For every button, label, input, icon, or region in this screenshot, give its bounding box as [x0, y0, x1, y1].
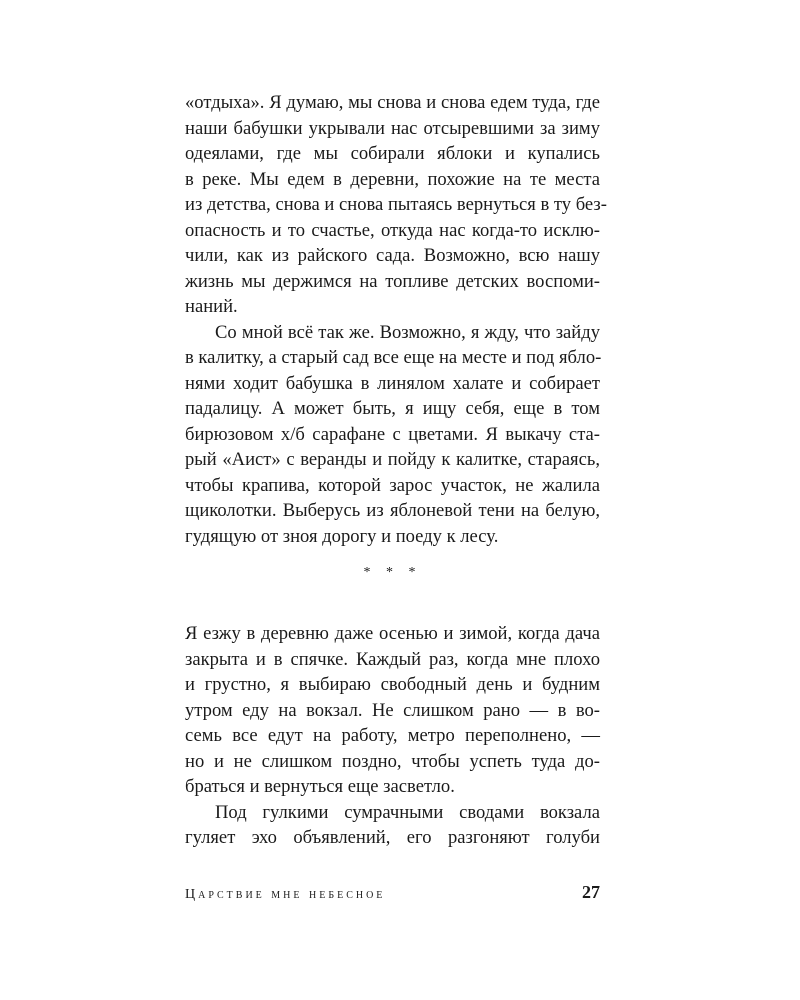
text-line: нями ходит бабушка в линялом халате и собирает [185, 372, 600, 394]
text-line: и грустно, я выбираю свободный день и будним [185, 674, 600, 695]
text-line: Я езжу в деревню даже осенью и зимой, когда дача [185, 623, 600, 644]
text-line: наши бабушки укрывали нас отсыревшими за зиму [185, 117, 600, 139]
text-line: в реке. Мы едем в деревни, похожие на те места [185, 168, 600, 190]
text-line: гудящую от зноя дорогу и поеду к лесу. [185, 525, 499, 547]
text-line: опасность и то счастье, откуда нас когда-то исклю- [185, 219, 600, 241]
text-line: семь все едут на работу, метро переполнено, — [185, 725, 600, 746]
text-line: одеялами, где мы собирали яблоки и купались [185, 143, 600, 164]
text-section-1 [185, 90, 607, 549]
text-line: «отдыха». Я думаю, мы снова и снова едем туда, где [185, 92, 600, 113]
text-line: Со мной всё так же. Возможно, я жду, что зайду [215, 321, 600, 343]
text-line: чтобы крапива, которой зарос участок, не жалила [185, 474, 600, 496]
text-line: Под гулкими сумрачными сводами вокзала [215, 801, 600, 823]
text-line: но и не слишком поздно, чтобы успеть туда до- [185, 750, 600, 772]
text-line: бирюзовом х/б сарафане с цветами. Я выкачу ста- [185, 423, 600, 445]
page-footer [185, 882, 600, 903]
section-separator: * * * [363, 565, 422, 580]
text-line: рый «Аист» с веранды и пойду к калитке, стараясь, [185, 449, 600, 470]
text-line: жизнь мы держимся на топливе детских воспоми- [185, 270, 600, 292]
text-line: падалицу. А может быть, я ищу себя, еще в том [185, 398, 600, 419]
text-line: чили, как из райского сада. Возможно, всю нашу [185, 245, 600, 266]
text-line: в калитку, а старый сад все еще на месте и под ябло- [185, 347, 602, 368]
page-number: 27 [582, 882, 600, 902]
text-line: гуляет эхо объявлений, его разгоняют голуби [185, 827, 600, 848]
text-line: щиколотки. Выберусь из яблоневой тени на белую, [185, 500, 600, 521]
text-section-2 [185, 621, 600, 851]
running-title: Царствие мне небесное [185, 887, 386, 902]
text-line: наний. [185, 296, 238, 317]
text-line: браться и вернуться еще засветло. [185, 776, 455, 797]
text-line: закрыта и в спячке. Каждый раз, когда мне плохо [185, 648, 600, 670]
text-line: из детства, снова и снова пытаясь вернуться в ту без- [185, 194, 607, 215]
text-line: утром еду на вокзал. Не слишком рано — в во- [185, 699, 600, 721]
